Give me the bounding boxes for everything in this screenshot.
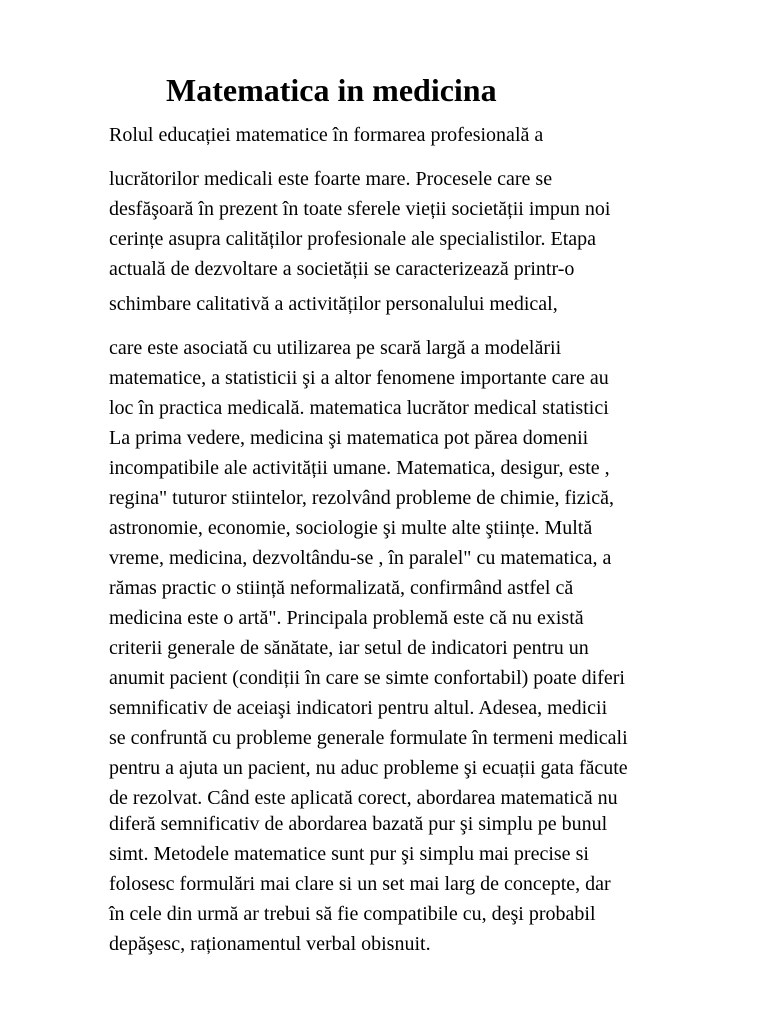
paragraph-3 [109, 289, 558, 319]
text-line: depăşesc, raționamentul verbal obisnuit. [109, 933, 431, 955]
text-line: simt. Metodele matematice sunt pur şi simplu mai precise si [109, 843, 589, 865]
text-line: cerințe asupra calităților profesionale ale specialistilor. Etapa [109, 228, 597, 250]
text-line: folosesc formulări mai clare si un set mai larg de concepte, dar [109, 873, 611, 895]
text-line: care este asociată cu utilizarea pe scară largă a modelării [109, 337, 562, 359]
text-line: de rezolvat. Când este aplicată corect, abordarea matematică nu [109, 787, 618, 809]
text-line: vreme, medicina, dezvoltându-se , în paralel" cu matematica, a [109, 547, 612, 569]
text-line: rămas practic o stiință neformalizată, confirmând astfel că [109, 577, 574, 599]
text-line: astronomie, economie, sociologie şi multe alte ştiințe. Multă [109, 517, 593, 539]
text-line: medicina este o artă". Principala problemă este că nu există [109, 607, 584, 629]
text-line: lucrătorilor medicali este foarte mare. Procesele care se [109, 168, 553, 190]
text-line: desfăşoară în prezent în toate sferele vieții societății impun noi [109, 198, 611, 220]
text-line: pentru a ajuta un pacient, nu aduc probleme şi ecuații gata făcute [109, 757, 628, 779]
text-line: Rolul educației matematice în formarea profesională a [109, 124, 544, 146]
text-line: diferă semnificativ de abordarea bazată pur şi simplu pe bunul [109, 813, 608, 835]
text-line: se confruntă cu probleme generale formulate în termeni medicali [109, 727, 628, 749]
paragraph-2 [109, 164, 610, 284]
paragraph-1 [109, 120, 543, 150]
text-line: regina" tuturor stiintelor, rezolvând probleme de chimie, fizică, [109, 487, 614, 509]
text-line: schimbare calitativă a activităților personalului medical, [109, 293, 558, 315]
text-line: semnificativ de aceiaşi indicatori pentru altul. Adesea, medicii [109, 697, 608, 719]
text-line: matematice, a statisticii şi a altor fenomene importante care au [109, 367, 609, 389]
text-line: în cele din urmă ar trebui să fie compatibile cu, deşi probabil [109, 903, 596, 925]
text-line: criterii generale de sănătate, iar setul de indicatori pentru un [109, 637, 589, 659]
paragraph-5 [109, 809, 611, 959]
text-line: incompatibile ale activității umane. Matematica, desigur, este , [109, 457, 610, 479]
paragraph-4 [109, 333, 628, 813]
document-title: Matematica in medicina [166, 72, 497, 108]
text-line: La prima vedere, medicina şi matematica pot părea domenii [109, 427, 589, 449]
text-line: actuală de dezvoltare a societății se caracterizează printr-o [109, 258, 575, 280]
text-line: loc în practica medicală. matematica lucrător medical statistici [109, 397, 609, 419]
text-line: anumit pacient (condiții în care se simte confortabil) poate diferi [109, 667, 625, 689]
